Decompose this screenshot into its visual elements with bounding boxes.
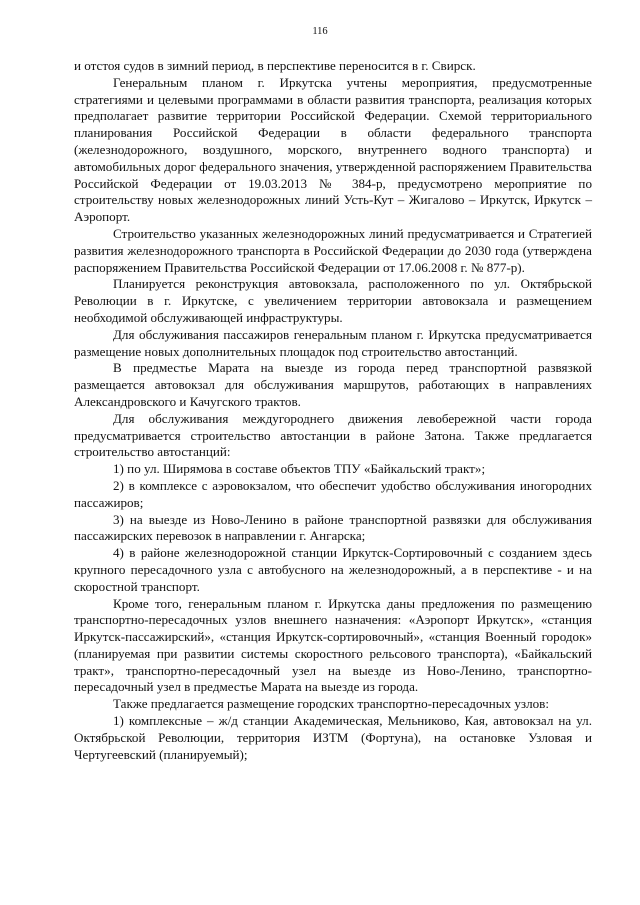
paragraph-2: Генеральным планом г. Иркутска учтены мероприятия, предусмотренные стратегиями и целевыми программами в области развития транспорта, реализация которых предполагает развитие территории Российской Федерации. Схемой территориального планирования Российской Федерации в области федерального транспорта (железнодорожного, воздушного, морского, внутреннего водного транспорта) и автомобильных дорог федерального значения, утвержденной распоряжением Правительства Российской Федерации от 19.03.2013 № 384-р, предусмотрено мероприятие по строительству новых железнодорожных линий Усть-Кут – Жигалово – Иркутск, Иркутск – Аэропорт. bbox=[74, 74, 592, 225]
paragraph-1: и отстоя судов в зимний период, в перспективе переносится в г. Свирск. bbox=[74, 58, 476, 73]
paragraph-8: Кроме того, генеральным планом г. Иркутска даны предложения по размещению транспортно-пересадочных узлов внешнего назначения: «Аэропорт Иркутск», «станция Иркутск-пассажирский», «станция Иркутск-сортировочный», «станция Военный городок» (планируемая при развитии системы скоростного рельсового транспорта), «Байкальский тракт», транспортно-пересадочный узел на выезде из Ново-Ленино, транспортно-пересадочный узел в предместье Марата на выезде из города. bbox=[74, 595, 592, 695]
paragraph-4: Планируется реконструкция автовокзала, расположенного по ул. Октябрьской Революции в г. Иркутске, с увеличением территории автовокзала и размещением необходимой обслуживающей инфраструктуры. bbox=[74, 276, 592, 325]
page-number: 116 bbox=[312, 26, 328, 37]
list-item-2: 2) в комплексе с аэровокзалом, что обеспечит удобство обслуживания иногородних пассажиров; bbox=[74, 477, 592, 510]
list-item-5: 1) комплексные – ж/д станции Академическая, Мельниково, Кая, автовокзал на ул. Октябрьской Революции, территория ИЗТМ (Фортуна), на остановке Узловая и Чертугеевский (планируемый); bbox=[74, 713, 592, 762]
list-item-1: 1) по ул. Ширямова в составе объектов ТПУ «Байкальский тракт»; bbox=[113, 461, 486, 477]
paragraph-5: Для обслуживания пассажиров генеральным планом г. Иркутска предусматривается размещение новых дополнительных площадок под строительство автостанций. bbox=[74, 326, 592, 359]
paragraph-9: Также предлагается размещение городских транспортно-пересадочных узлов: bbox=[113, 696, 550, 712]
list-item-3: 3) на выезде из Ново-Ленино в районе транспортной развязки для обслуживания пассажирских перевозок в направлении г. Ангарска; bbox=[74, 511, 592, 544]
paragraph-3: Строительство указанных железнодорожных линий предусматривается и Стратегией развития железнодорожного транспорта в Российской Федерации до 2030 года (утверждена распоряжением Правительства Российской Федерации от 17.06.2008 г. № 877-р). bbox=[74, 225, 592, 275]
paragraph-6: В предместье Марата на выезде из города перед транспортной развязкой размещается автовокзал для обслуживания маршрутов, работающих в направлениях Александровского и Качугского трактов. bbox=[74, 360, 592, 409]
body-text bbox=[74, 58, 592, 763]
list-item-4: 4) в районе железнодорожной станции Иркутск-Сортировочный с созданием здесь крупного пересадочного узла с автобусного на железнодорожный, а в перспективе - и на скоростной транспорт. bbox=[74, 545, 592, 594]
paragraph-7: Для обслуживания междугороднего движения левобережной части города предусматривается строительство автостанции в районе Затона. Также предлагается строительство автостанций: bbox=[74, 410, 592, 460]
